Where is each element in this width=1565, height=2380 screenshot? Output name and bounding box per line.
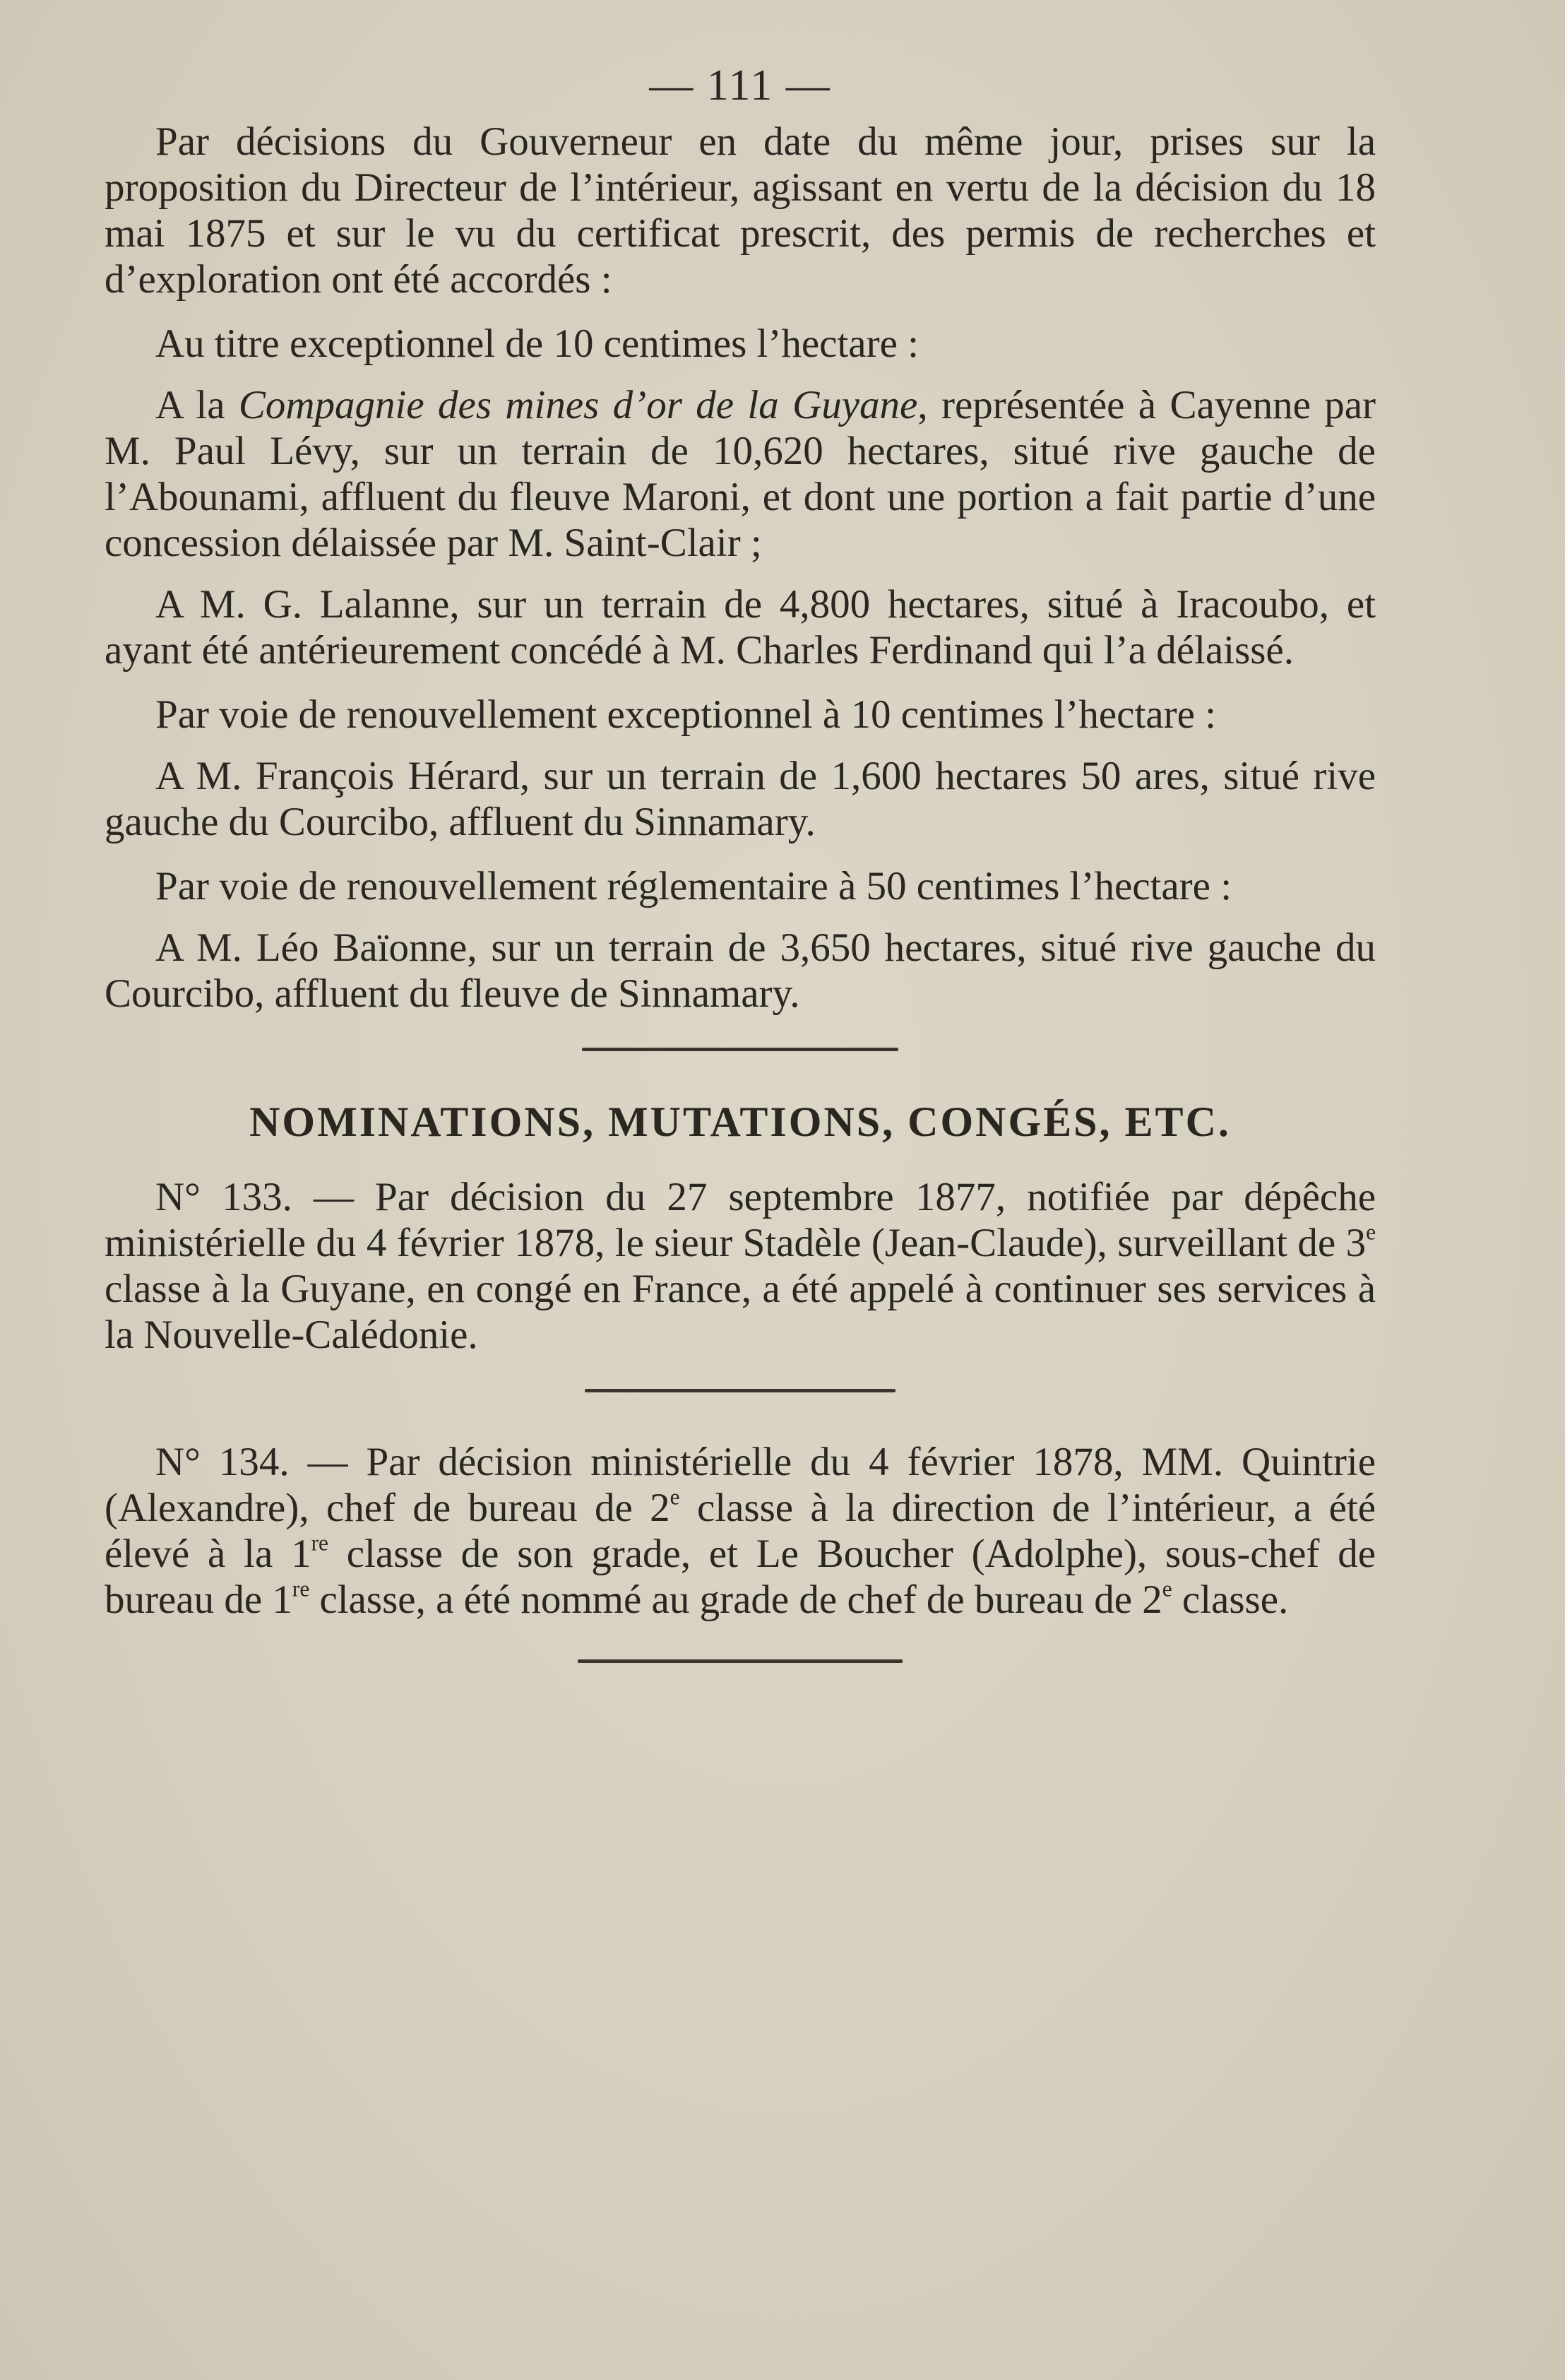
n133-superscript: e — [1366, 1219, 1376, 1245]
company-name: Compagnie des mines d’or de la Guyane — [238, 383, 918, 427]
end-divider-rule — [578, 1659, 903, 1663]
page-body — [105, 42, 1376, 1663]
n134-text-4: classe, a été nommé au grade de chef de bureau de 2 — [309, 1577, 1162, 1622]
n134-superscript-1: e — [670, 1484, 680, 1510]
nomination-133-paragraph — [105, 1174, 1376, 1358]
grant-paragraph-compagnie — [105, 382, 1376, 566]
n133-text: N° 133. — Par décision du 27 septembre 1877, notifiée par dépêche ministérielle du 4 février 1878, le sieur Stadèle (Jean-Claude), surveillant de 3 — [105, 1175, 1376, 1265]
grant-paragraph-baionne: A M. Léo Baïonne, sur un terrain de 3,650 hectares, situé rive gauche du Courcibo, affluent du fleuve de Sinnamary. — [105, 925, 1376, 1016]
n133-text-continued: classe à la Guyane, en congé en France, a été appelé à continuer ses services à la Nouvelle-Calédonie. — [105, 1267, 1376, 1357]
section-renewal-regular-title: Par voie de renouvellement réglementaire à 50 centimes l’hectare : — [155, 864, 1232, 908]
section-heading: NOMINATIONS, MUTATIONS, CONGÉS, ETC. — [249, 1099, 1231, 1145]
nomination-134-paragraph — [105, 1439, 1376, 1623]
section-divider-rule — [582, 1048, 898, 1051]
section-renewal-exceptional-title: Par voie de renouvellement exceptionnel à 10 centimes l’hectare : — [155, 692, 1216, 737]
page-number: — 111 — — [649, 61, 831, 109]
section-exceptional-title: Au titre exceptionnel de 10 centimes l’hectare : — [155, 321, 919, 366]
n134-superscript-2: re — [311, 1530, 328, 1556]
n134-text: N° 134. — Par décision ministérielle du 4 février 1878, MM. Quintrie (Alexandre), chef de bureau de 2 — [105, 1440, 1376, 1530]
grant1-rest: , représentée à Cayenne par M. Paul Lévy, sur un terrain de 10,620 hectares, situé rive gauche de l’Abounami, affluent du fleuve Maroni, et dont une portion a fait partie d’une concession délaissée par M. Saint-Clair ; — [105, 383, 1376, 565]
grant1-prefix: A la — [155, 383, 239, 427]
intro-paragraph: Par décisions du Gouverneur en date du même jour, prises sur la proposition du Directeur de l’intérieur, agissant en vertu de la décision du 18 mai 1875 et sur le vu du certificat prescrit, des permis de recherches et d’exploration ont été accordés : — [105, 119, 1376, 302]
grant-paragraph-herard: A M. François Hérard, sur un terrain de 1,600 hectares 50 ares, situé rive gauche du Courcibo, affluent du Sinnamary. — [105, 754, 1376, 844]
n134-text-5: classe. — [1172, 1577, 1289, 1622]
grant-paragraph-lalanne: A M. G. Lalanne, sur un terrain de 4,800 hectares, situé à Iracoubo, et ayant été antérieurement concédé à M. Charles Ferdinand qui l’a délaissé. — [105, 582, 1376, 673]
n134-text-3: classe de son grade, et Le Boucher (Adolphe), sous-chef de bureau de 1 — [105, 1532, 1376, 1622]
n134-superscript-4: e — [1162, 1576, 1172, 1602]
n134-superscript-3: re — [292, 1576, 310, 1602]
n134-text-2: classe à la direction de l’intérieur, a été élevé à la 1 — [105, 1486, 1376, 1576]
entry-divider-rule — [585, 1389, 895, 1392]
